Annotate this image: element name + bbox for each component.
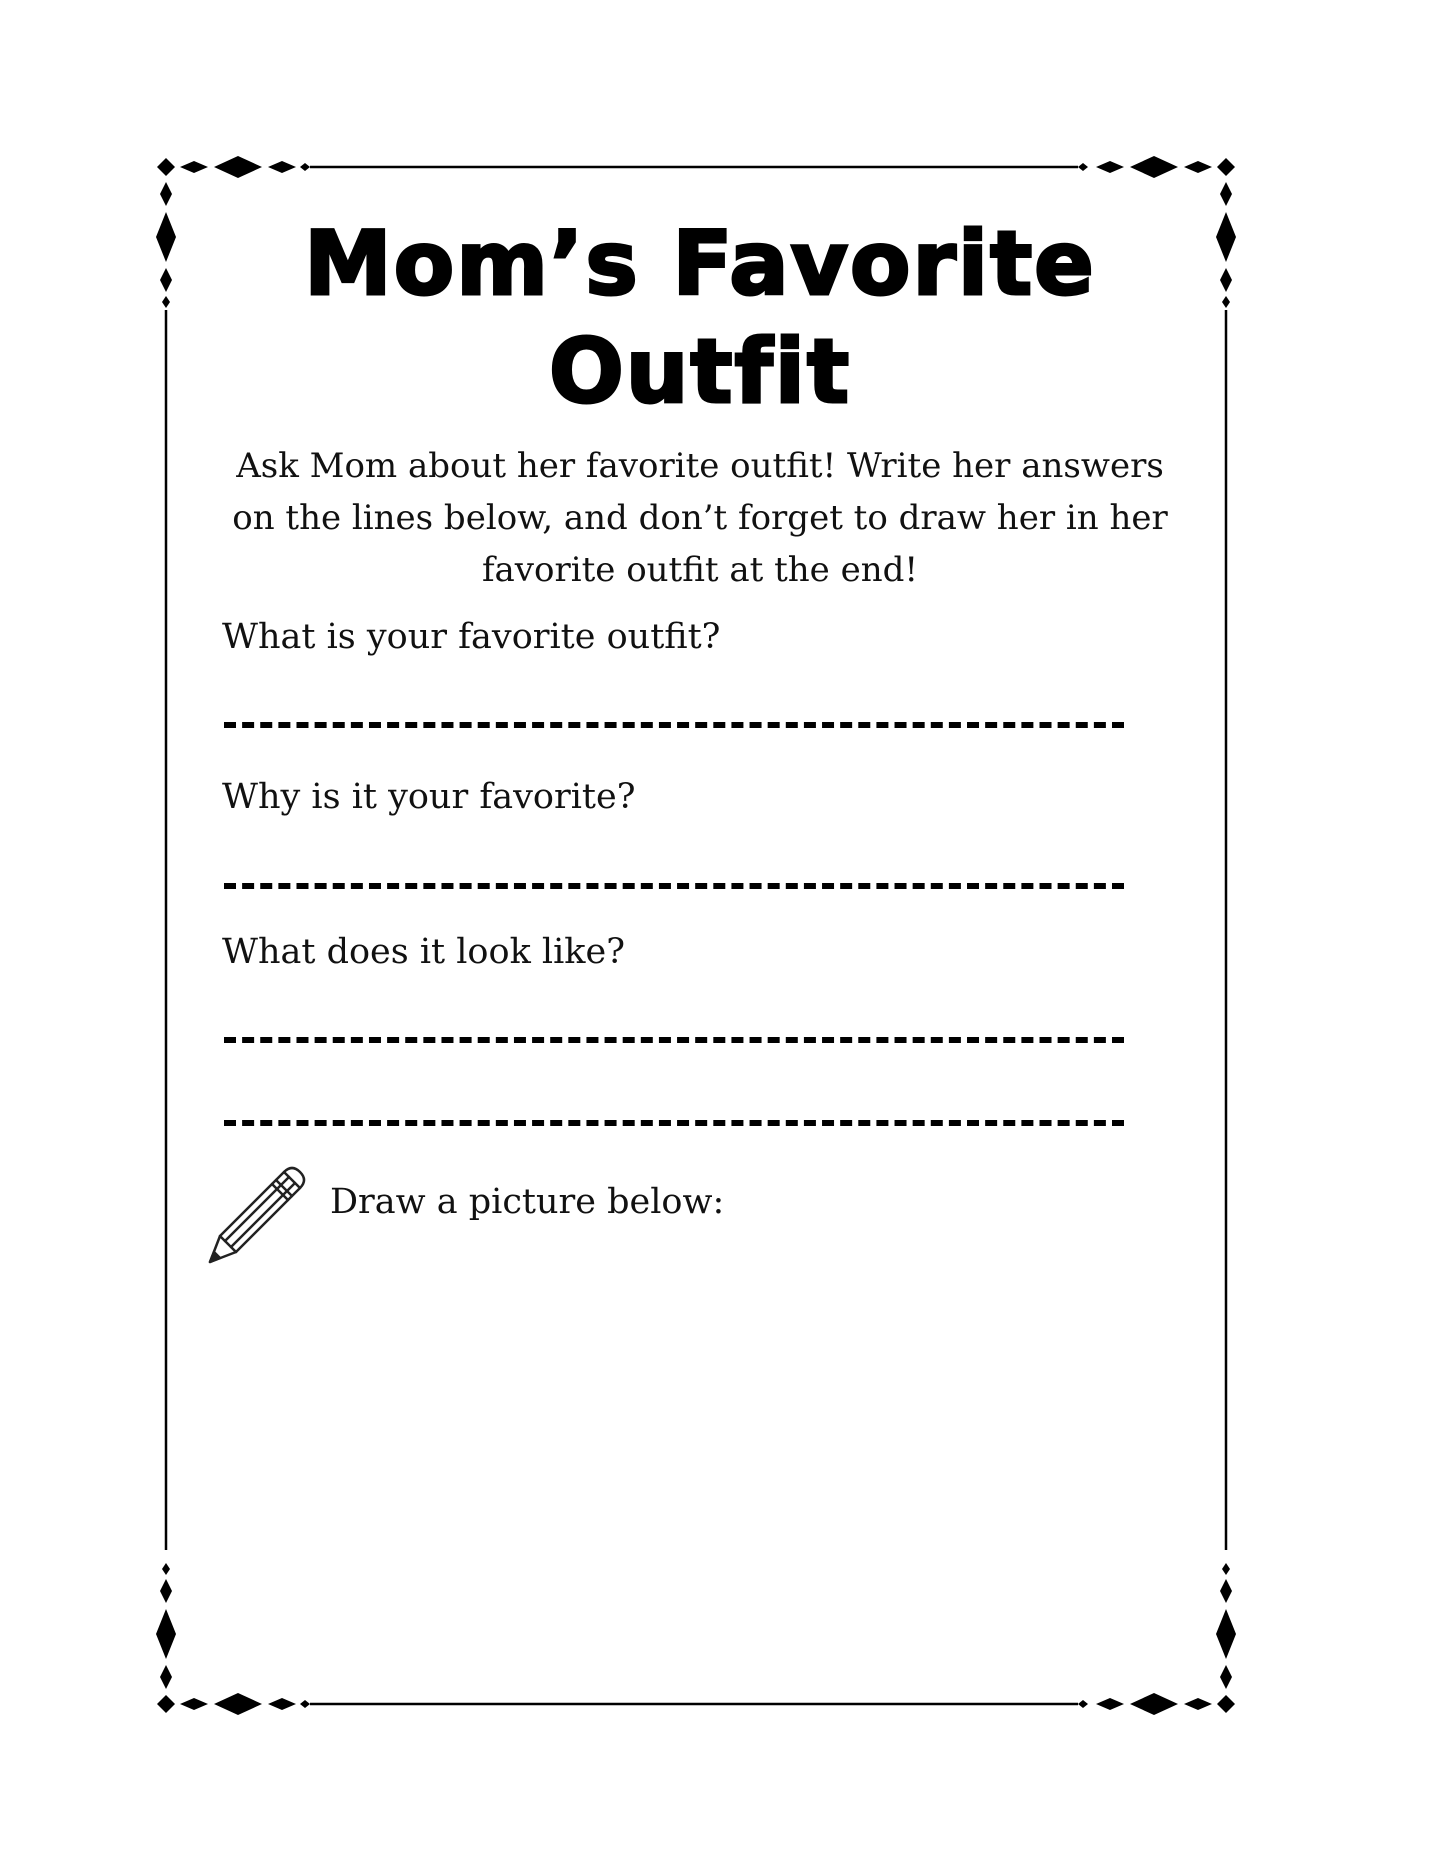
question-favorite-outfit: What is your favorite outfit? xyxy=(222,617,721,657)
question-why-favorite: Why is it your favorite? xyxy=(222,777,636,817)
answer-line-3[interactable] xyxy=(224,1037,1124,1043)
pencil-icon xyxy=(200,1160,310,1270)
question-what-look-like: What does it look like? xyxy=(222,932,625,972)
worksheet-title-line-1: Mom’s Favorite xyxy=(304,212,1096,315)
answer-line-4[interactable] xyxy=(224,1120,1124,1126)
instructions-text: Ask Mom about her favorite outfit! Write her answers on the lines below, and don’t forget to draw her in her favorite outfit at the end! xyxy=(232,446,1168,590)
worksheet-title-line-2: Outfit xyxy=(548,320,852,423)
answer-line-2[interactable] xyxy=(224,883,1124,889)
draw-picture-prompt: Draw a picture below: xyxy=(330,1182,725,1222)
answer-line-1[interactable] xyxy=(224,722,1124,728)
